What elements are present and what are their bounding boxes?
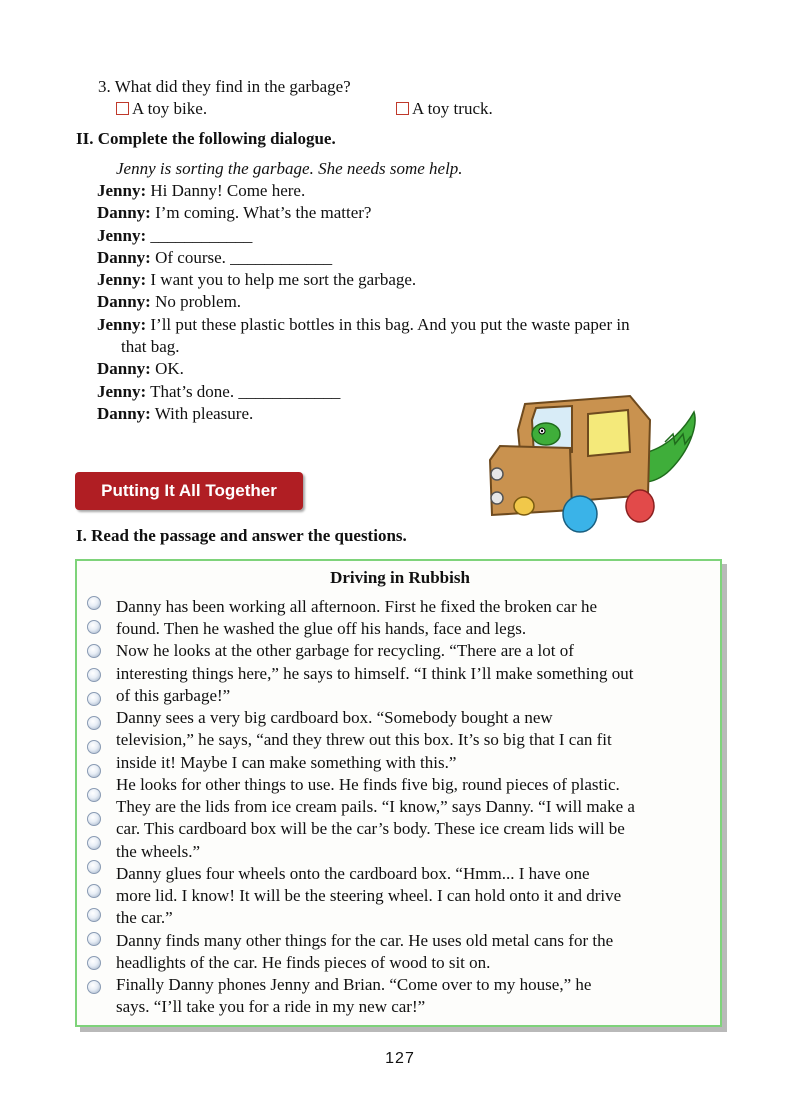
binder-ring-icon xyxy=(87,620,101,634)
speaker: Danny: xyxy=(97,248,151,267)
passage-line: television,” he says, “and they threw out this box. It’s so big that I can fit xyxy=(116,730,612,749)
binder-ring-icon xyxy=(87,596,101,610)
binder-ring-icon xyxy=(87,860,101,874)
passage-line: They are the lids from ice cream pails. “I know,” says Danny. “I will make a xyxy=(116,797,635,816)
putting-it-all-together-banner: Putting It All Together xyxy=(75,472,303,510)
dialogue-continuation xyxy=(121,336,180,358)
binder-ring-icon xyxy=(87,812,101,826)
utterance: I’m coming. What’s the matter? xyxy=(150,203,372,222)
passage-line: Finally Danny phones Jenny and Brian. “Come over to my house,” he xyxy=(116,975,592,994)
speaker: Danny: xyxy=(97,359,151,378)
dino-head xyxy=(532,423,560,445)
passage-line: Danny sees a very big cardboard box. “Somebody bought a new xyxy=(116,708,553,727)
dialogue-line xyxy=(97,225,252,247)
binder-ring-icon xyxy=(87,884,101,898)
checkbox-a[interactable] xyxy=(116,102,129,115)
passage-line: inside it! Maybe I can make something with this.” xyxy=(116,753,457,772)
passage-line: car. This cardboard box will be the car’s body. These ice cream lids will be xyxy=(116,819,625,838)
dialogue-line xyxy=(97,202,371,224)
binder-ring-icon xyxy=(87,932,101,946)
passage-title: Driving in Rubbish xyxy=(330,568,470,587)
binder-ring-icon xyxy=(87,764,101,778)
rear-wheel xyxy=(626,490,654,522)
binder-ring-icon xyxy=(87,836,101,850)
passage-line: the car.” xyxy=(116,908,173,927)
speaker: Danny: xyxy=(97,203,151,222)
speaker: Jenny: xyxy=(97,270,147,289)
section-1-heading: I. Read the passage and answer the questions. xyxy=(76,526,407,545)
utterance: I’ll put these plastic bottles in this bag. And you put the waste paper in xyxy=(146,315,630,334)
binder-ring-icon xyxy=(87,668,101,682)
passage-line: He looks for other things to use. He finds five big, round pieces of plastic. xyxy=(116,775,620,794)
dialogue-line xyxy=(97,269,416,291)
cardboard-car-illustration xyxy=(480,390,710,540)
dialogue-line xyxy=(97,403,253,425)
passage-line: found. Then he washed the glue off his hands, face and legs. xyxy=(116,619,527,638)
utterance-with-blank[interactable]: Of course. ____________ xyxy=(150,248,333,267)
binder-ring-icon xyxy=(87,956,101,970)
headlight-top xyxy=(491,468,503,480)
option-b-label: A toy truck. xyxy=(412,99,493,118)
speaker: Jenny: xyxy=(97,181,147,200)
speaker: Danny: xyxy=(97,404,151,423)
question-3-text: 3. What did they find in the garbage? xyxy=(98,77,351,96)
passage-line: Danny glues four wheels onto the cardboard box. “Hmm... I have one xyxy=(116,864,590,883)
dialogue-line xyxy=(97,247,332,269)
headlight-bottom xyxy=(491,492,503,504)
dialogue-line xyxy=(97,291,241,313)
passage-line: headlights of the car. He finds pieces of wood to sit on. xyxy=(116,953,491,972)
utterance: No problem. xyxy=(150,292,242,311)
binder-ring-icon xyxy=(87,740,101,754)
speaker: Jenny: xyxy=(97,382,147,401)
utterance-with-blank[interactable]: That’s done. ____________ xyxy=(146,382,341,401)
dino-tail xyxy=(645,412,695,482)
passage-line: the wheels.” xyxy=(116,842,201,861)
binder-ring-icon xyxy=(87,908,101,922)
passage-line: more lid. I know! It will be the steering wheel. I can hold onto it and drive xyxy=(116,886,622,905)
passage-line: Danny has been working all afternoon. First he fixed the broken car he xyxy=(116,597,598,616)
section-2-heading: II. Complete the following dialogue. xyxy=(76,129,336,148)
utterance: Hi Danny! Come here. xyxy=(146,181,306,200)
utterance: that bag. xyxy=(121,337,180,356)
binder-ring-icon xyxy=(87,692,101,706)
option-a-label: A toy bike. xyxy=(132,99,208,118)
dialogue-line xyxy=(97,358,184,380)
binder-ring-icon xyxy=(87,644,101,658)
speaker: Jenny: xyxy=(97,226,147,245)
front-wheel xyxy=(563,496,597,532)
utterance: OK. xyxy=(150,359,184,378)
binder-ring-icon xyxy=(87,788,101,802)
blank[interactable]: ____________ xyxy=(146,226,253,245)
utterance: With pleasure. xyxy=(150,404,254,423)
checkbox-b[interactable] xyxy=(396,102,409,115)
dialogue-intro: Jenny is sorting the garbage. She needs some help. xyxy=(116,159,463,178)
dialogue-line xyxy=(97,314,630,336)
option-a[interactable] xyxy=(116,98,207,120)
page-number: 127 xyxy=(385,1050,415,1067)
dialogue-line xyxy=(97,381,340,403)
passage-line: Danny finds many other things for the car. He uses old metal cans for the xyxy=(116,931,614,950)
dialogue-line xyxy=(97,180,305,202)
passage-line: of this garbage!” xyxy=(116,686,231,705)
binder-ring-icon xyxy=(87,716,101,730)
passage-line: interesting things here,” he says to himself. “I think I’ll make something out xyxy=(116,664,634,683)
option-b[interactable] xyxy=(396,98,493,120)
passage-line: Now he looks at the other garbage for recycling. “There are a lot of xyxy=(116,641,574,660)
binder-ring-icon xyxy=(87,980,101,994)
speaker: Danny: xyxy=(97,292,151,311)
front-wheel-small xyxy=(514,497,534,515)
car-window-right xyxy=(588,410,630,456)
passage-line: says. “I’ll take you for a ride in my new car!” xyxy=(116,997,426,1016)
utterance: I want you to help me sort the garbage. xyxy=(146,270,417,289)
speaker: Jenny: xyxy=(97,315,147,334)
